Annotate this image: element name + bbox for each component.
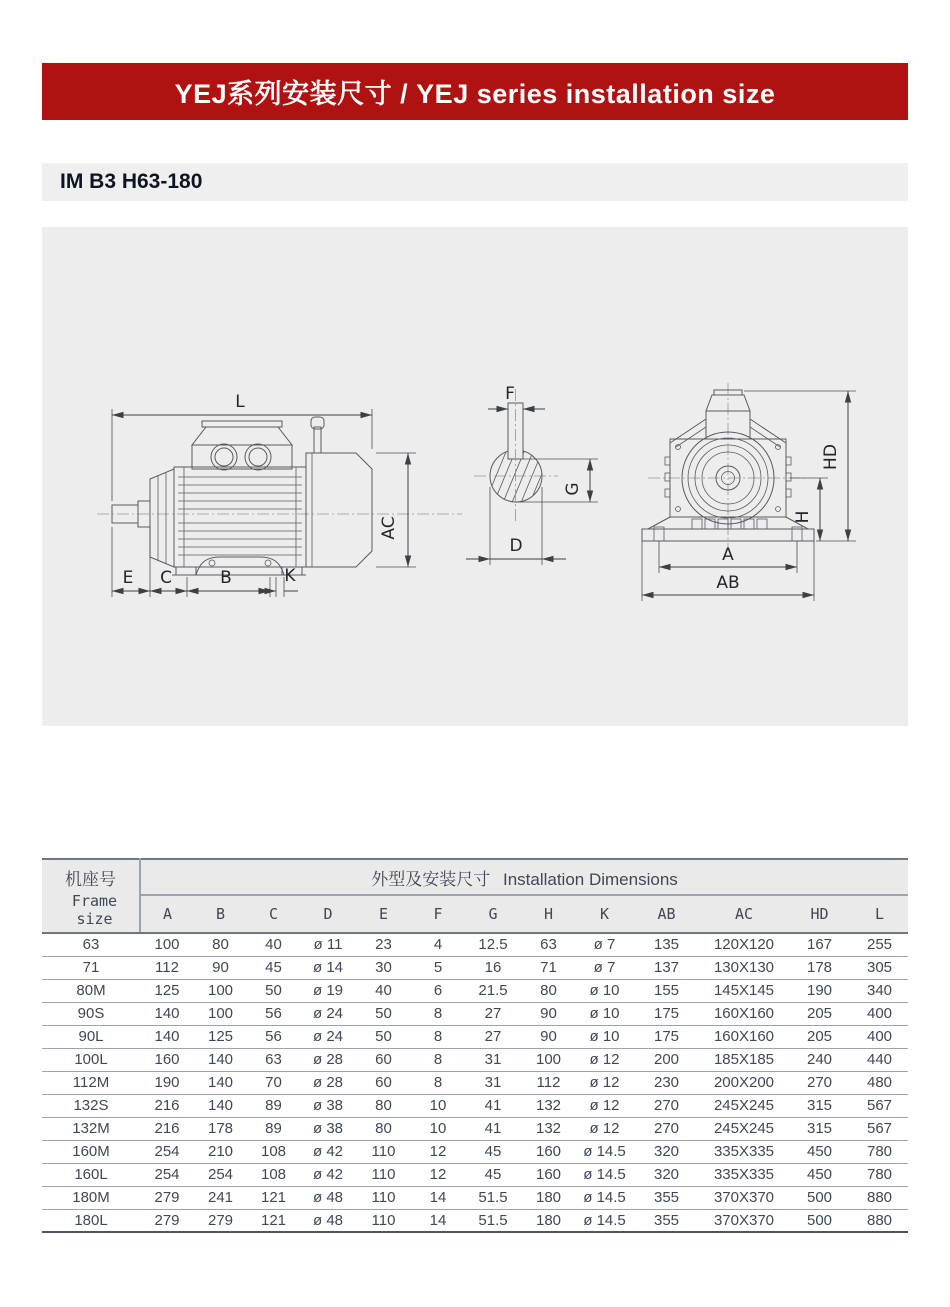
table-row [42, 979, 908, 1002]
dimension-cell-B: 254 [194, 1163, 247, 1186]
frame-size-header-zh: 机座号 [65, 869, 116, 889]
dimension-cell-HD: 190 [788, 979, 851, 1002]
dimension-cell-AC: 145X145 [700, 979, 788, 1002]
dim-label-F: F [505, 384, 515, 404]
dimension-cell-H: 180 [521, 1186, 576, 1209]
dimension-cell-A: 190 [140, 1071, 194, 1094]
dimension-cell-AB: 270 [633, 1094, 700, 1117]
dimension-cell-E: 30 [356, 956, 411, 979]
dimension-cell-AB: 230 [633, 1071, 700, 1094]
dimension-cell-G: 41 [465, 1117, 521, 1140]
dimension-cell-G: 31 [465, 1048, 521, 1071]
dimension-cell-D: ø 19 [300, 979, 356, 1002]
dimension-cell-K: ø 10 [576, 1002, 633, 1025]
dimension-cell-E: 110 [356, 1140, 411, 1163]
dimension-cell-C: 121 [247, 1209, 300, 1232]
dim-label-L: L [235, 392, 245, 412]
dimension-cell-B: 125 [194, 1025, 247, 1048]
dimension-cell-B: 140 [194, 1094, 247, 1117]
dimension-cell-AB: 137 [633, 956, 700, 979]
dim-label-D: D [509, 536, 523, 556]
dimension-cell-AC: 335X335 [700, 1140, 788, 1163]
dimension-cell-HD: 167 [788, 933, 851, 956]
dimension-cell-AC: 245X245 [700, 1094, 788, 1117]
dimension-cell-E: 110 [356, 1163, 411, 1186]
frame-size-cell: 71 [42, 956, 140, 979]
dimension-cell-D: ø 38 [300, 1117, 356, 1140]
column-header-C: C [247, 895, 300, 933]
dimension-cell-K: ø 7 [576, 956, 633, 979]
dimension-cell-B: 100 [194, 979, 247, 1002]
dimension-cell-B: 80 [194, 933, 247, 956]
dim-label-AB: AB [716, 573, 740, 593]
frame-size-cell: 160M [42, 1140, 140, 1163]
page-title: YEJ系列安装尺寸 / YEJ series installation size [174, 79, 776, 109]
dimension-cell-A: 100 [140, 933, 194, 956]
frame-size-cell: 100L [42, 1048, 140, 1071]
motor-side-view [97, 392, 462, 597]
column-header-F: F [411, 895, 465, 933]
dimension-cell-C: 89 [247, 1117, 300, 1140]
dimension-cell-D: ø 48 [300, 1186, 356, 1209]
table-row [42, 1071, 908, 1094]
frame-size-cell: 132M [42, 1117, 140, 1140]
table-row [42, 1002, 908, 1025]
dim-label-K: K [284, 566, 296, 586]
dimension-cell-B: 241 [194, 1186, 247, 1209]
column-header-G: G [465, 895, 521, 933]
dimension-cell-E: 60 [356, 1048, 411, 1071]
dim-label-HD: HD [821, 444, 841, 470]
dimension-cell-L: 780 [851, 1163, 908, 1186]
dimension-cell-K: ø 14.5 [576, 1163, 633, 1186]
column-header-AB: AB [633, 895, 700, 933]
dimension-cell-E: 80 [356, 1094, 411, 1117]
table-row [42, 1117, 908, 1140]
dimension-cell-F: 12 [411, 1140, 465, 1163]
dimension-cell-HD: 450 [788, 1163, 851, 1186]
page-title-banner [42, 63, 908, 120]
dimension-cell-AC: 120X120 [700, 933, 788, 956]
dimension-cell-AB: 175 [633, 1002, 700, 1025]
dimension-cell-L: 567 [851, 1117, 908, 1140]
dimension-cell-G: 16 [465, 956, 521, 979]
dimension-cell-F: 6 [411, 979, 465, 1002]
column-header-E: E [356, 895, 411, 933]
dimension-cell-D: ø 38 [300, 1094, 356, 1117]
dimension-cell-D: ø 48 [300, 1209, 356, 1232]
dimension-cell-AC: 160X160 [700, 1025, 788, 1048]
dimension-cell-K: ø 10 [576, 979, 633, 1002]
dimension-cell-AB: 320 [633, 1140, 700, 1163]
dimension-cell-B: 178 [194, 1117, 247, 1140]
table-row [42, 1140, 908, 1163]
dimension-cell-B: 140 [194, 1071, 247, 1094]
dimension-cell-D: ø 14 [300, 956, 356, 979]
dimension-cell-HD: 205 [788, 1002, 851, 1025]
column-header-D: D [300, 895, 356, 933]
dimension-cell-F: 8 [411, 1002, 465, 1025]
table-row [42, 1025, 908, 1048]
dimension-cell-B: 210 [194, 1140, 247, 1163]
table-body [42, 933, 908, 1232]
dimension-cell-HD: 315 [788, 1094, 851, 1117]
dimension-cell-HD: 240 [788, 1048, 851, 1071]
dimension-cell-F: 14 [411, 1209, 465, 1232]
dimension-cell-AB: 355 [633, 1186, 700, 1209]
dimension-cell-H: 90 [521, 1002, 576, 1025]
dimension-cell-L: 440 [851, 1048, 908, 1071]
dimension-cell-D: ø 28 [300, 1071, 356, 1094]
frame-size-cell: 90L [42, 1025, 140, 1048]
dimension-cell-L: 567 [851, 1094, 908, 1117]
mounting-code-strip [42, 163, 908, 201]
dimension-cell-B: 140 [194, 1048, 247, 1071]
dimension-cell-C: 50 [247, 979, 300, 1002]
dimension-cell-AB: 155 [633, 979, 700, 1002]
dimension-cell-H: 132 [521, 1117, 576, 1140]
column-header-HD: HD [788, 895, 851, 933]
dimension-cell-A: 140 [140, 1025, 194, 1048]
dimension-cell-AB: 270 [633, 1117, 700, 1140]
table-row [42, 1209, 908, 1232]
dimension-cell-K: ø 12 [576, 1117, 633, 1140]
dimension-cell-AB: 175 [633, 1025, 700, 1048]
dimension-cell-F: 8 [411, 1048, 465, 1071]
dimension-cell-D: ø 24 [300, 1025, 356, 1048]
dimension-cell-F: 10 [411, 1117, 465, 1140]
dimension-cell-F: 10 [411, 1094, 465, 1117]
installation-drawing-panel [42, 227, 908, 726]
frame-size-header [42, 859, 140, 933]
dimension-cell-C: 40 [247, 933, 300, 956]
dimension-cell-B: 279 [194, 1209, 247, 1232]
dimensions-group-header-zh: 外型及安装尺寸 [371, 869, 491, 889]
frame-size-cell: 80M [42, 979, 140, 1002]
dimension-cell-K: ø 12 [576, 1048, 633, 1071]
dimension-cell-F: 14 [411, 1186, 465, 1209]
dimension-cell-K: ø 12 [576, 1094, 633, 1117]
dimension-cell-H: 100 [521, 1048, 576, 1071]
dimension-cell-G: 21.5 [465, 979, 521, 1002]
dimensions-group-header-en: Installation Dimensions [502, 869, 678, 889]
table-row [42, 1163, 908, 1186]
dimension-cell-B: 100 [194, 1002, 247, 1025]
dimension-cell-HD: 270 [788, 1071, 851, 1094]
column-header-AC: AC [700, 895, 788, 933]
frame-size-cell: 180M [42, 1186, 140, 1209]
dimension-cell-A: 112 [140, 956, 194, 979]
dimension-cell-K: ø 14.5 [576, 1209, 633, 1232]
dimension-cell-E: 60 [356, 1071, 411, 1094]
dimension-cell-L: 305 [851, 956, 908, 979]
dimension-cell-G: 51.5 [465, 1186, 521, 1209]
dim-label-H: H [793, 510, 813, 524]
shaft-section-view [466, 384, 598, 565]
dimension-cell-AC: 245X245 [700, 1117, 788, 1140]
dimension-cell-AC: 370X370 [700, 1186, 788, 1209]
dimension-cell-D: ø 42 [300, 1140, 356, 1163]
dimension-cell-AC: 335X335 [700, 1163, 788, 1186]
dimension-cell-A: 254 [140, 1163, 194, 1186]
dimension-cell-F: 12 [411, 1163, 465, 1186]
dimension-cell-E: 110 [356, 1209, 411, 1232]
dimension-cell-A: 140 [140, 1002, 194, 1025]
dimension-cell-HD: 178 [788, 956, 851, 979]
dimension-cell-C: 56 [247, 1025, 300, 1048]
dimension-cell-L: 880 [851, 1209, 908, 1232]
frame-size-header-en: Frame size [71, 891, 118, 928]
dimension-cell-C: 56 [247, 1002, 300, 1025]
dimension-cell-G: 51.5 [465, 1209, 521, 1232]
column-header-A: A [140, 895, 194, 933]
dimension-cell-D: ø 24 [300, 1002, 356, 1025]
dimension-cell-L: 400 [851, 1002, 908, 1025]
column-header-L: L [851, 895, 908, 933]
dimension-cell-L: 255 [851, 933, 908, 956]
dimension-cell-H: 71 [521, 956, 576, 979]
dimension-cell-C: 89 [247, 1094, 300, 1117]
dimension-cell-G: 27 [465, 1025, 521, 1048]
table-row [42, 1094, 908, 1117]
table-row [42, 933, 908, 956]
dimension-cell-E: 23 [356, 933, 411, 956]
dimension-cell-A: 216 [140, 1094, 194, 1117]
dimension-cell-A: 254 [140, 1140, 194, 1163]
mounting-code-label: IM B3 H63-180 [60, 170, 203, 193]
dimension-cell-E: 50 [356, 1025, 411, 1048]
dimension-cell-K: ø 12 [576, 1071, 633, 1094]
dimension-cell-AB: 320 [633, 1163, 700, 1186]
dimension-cell-K: ø 14.5 [576, 1140, 633, 1163]
dim-label-E: E [122, 568, 134, 588]
installation-dimensions-table [42, 858, 908, 1233]
table-row [42, 1186, 908, 1209]
dimension-cell-F: 5 [411, 956, 465, 979]
dimension-cell-L: 480 [851, 1071, 908, 1094]
dimension-cell-AB: 355 [633, 1209, 700, 1232]
dimension-cell-H: 112 [521, 1071, 576, 1094]
dimension-cell-K: ø 7 [576, 933, 633, 956]
dimension-cell-AC: 370X370 [700, 1209, 788, 1232]
dimension-cell-HD: 500 [788, 1186, 851, 1209]
column-header-B: B [194, 895, 247, 933]
dimension-cell-G: 12.5 [465, 933, 521, 956]
dimension-cell-H: 63 [521, 933, 576, 956]
dimension-cell-F: 8 [411, 1071, 465, 1094]
dimension-cell-E: 40 [356, 979, 411, 1002]
dimension-cell-L: 880 [851, 1186, 908, 1209]
dimension-cell-HD: 315 [788, 1117, 851, 1140]
dimension-cell-H: 132 [521, 1094, 576, 1117]
dimension-cell-AB: 200 [633, 1048, 700, 1071]
dimension-cell-F: 8 [411, 1025, 465, 1048]
dimensions-group-header [140, 859, 908, 895]
table-row [42, 1048, 908, 1071]
dimension-cell-G: 41 [465, 1094, 521, 1117]
dimension-cell-H: 160 [521, 1163, 576, 1186]
dimension-cell-E: 50 [356, 1002, 411, 1025]
frame-size-cell: 90S [42, 1002, 140, 1025]
dimension-cell-F: 4 [411, 933, 465, 956]
table-row [42, 956, 908, 979]
dimension-cell-K: ø 14.5 [576, 1186, 633, 1209]
dim-label-B: B [220, 568, 232, 588]
table-group-header-row [42, 859, 908, 895]
dimension-cell-A: 160 [140, 1048, 194, 1071]
dimension-cell-E: 110 [356, 1186, 411, 1209]
dimension-cell-AC: 160X160 [700, 1002, 788, 1025]
dim-label-A: A [722, 545, 734, 565]
dimension-cell-A: 216 [140, 1117, 194, 1140]
dimension-cell-L: 400 [851, 1025, 908, 1048]
column-header-H: H [521, 895, 576, 933]
dimension-cell-C: 63 [247, 1048, 300, 1071]
dimension-cell-G: 31 [465, 1071, 521, 1094]
dimension-cell-C: 121 [247, 1186, 300, 1209]
dimension-cell-D: ø 11 [300, 933, 356, 956]
dimension-cell-E: 80 [356, 1117, 411, 1140]
dimension-cell-C: 45 [247, 956, 300, 979]
dimension-cell-L: 340 [851, 979, 908, 1002]
dimension-cell-H: 80 [521, 979, 576, 1002]
dimension-cell-HD: 500 [788, 1209, 851, 1232]
dim-label-G: G [563, 482, 583, 496]
dimension-cell-D: ø 42 [300, 1163, 356, 1186]
dimension-cell-K: ø 10 [576, 1025, 633, 1048]
dimension-cell-H: 160 [521, 1140, 576, 1163]
column-letters-row [42, 895, 908, 933]
motor-front-view [642, 383, 856, 601]
dimension-cell-G: 45 [465, 1163, 521, 1186]
dimension-cell-AC: 200X200 [700, 1071, 788, 1094]
dimension-cell-A: 125 [140, 979, 194, 1002]
dimension-cell-C: 108 [247, 1140, 300, 1163]
dimension-cell-AB: 135 [633, 933, 700, 956]
dimension-cell-G: 27 [465, 1002, 521, 1025]
dimension-cell-HD: 450 [788, 1140, 851, 1163]
frame-size-cell: 112M [42, 1071, 140, 1094]
motor-dimension-drawing [42, 227, 908, 726]
dim-label-C: C [160, 568, 172, 588]
dimension-cell-L: 780 [851, 1140, 908, 1163]
dimension-cell-HD: 205 [788, 1025, 851, 1048]
dimension-cell-B: 90 [194, 956, 247, 979]
dimension-cell-C: 70 [247, 1071, 300, 1094]
dimension-cell-G: 45 [465, 1140, 521, 1163]
dimension-cell-H: 180 [521, 1209, 576, 1232]
dimension-cell-AC: 130X130 [700, 956, 788, 979]
dimension-cell-A: 279 [140, 1186, 194, 1209]
column-header-K: K [576, 895, 633, 933]
dimension-cell-H: 90 [521, 1025, 576, 1048]
frame-size-cell: 132S [42, 1094, 140, 1117]
dim-label-AC: AC [379, 516, 399, 540]
dimension-cell-A: 279 [140, 1209, 194, 1232]
dimension-cell-AC: 185X185 [700, 1048, 788, 1071]
dimension-cell-C: 108 [247, 1163, 300, 1186]
frame-size-cell: 63 [42, 933, 140, 956]
dimension-cell-D: ø 28 [300, 1048, 356, 1071]
frame-size-cell: 180L [42, 1209, 140, 1232]
frame-size-cell: 160L [42, 1163, 140, 1186]
